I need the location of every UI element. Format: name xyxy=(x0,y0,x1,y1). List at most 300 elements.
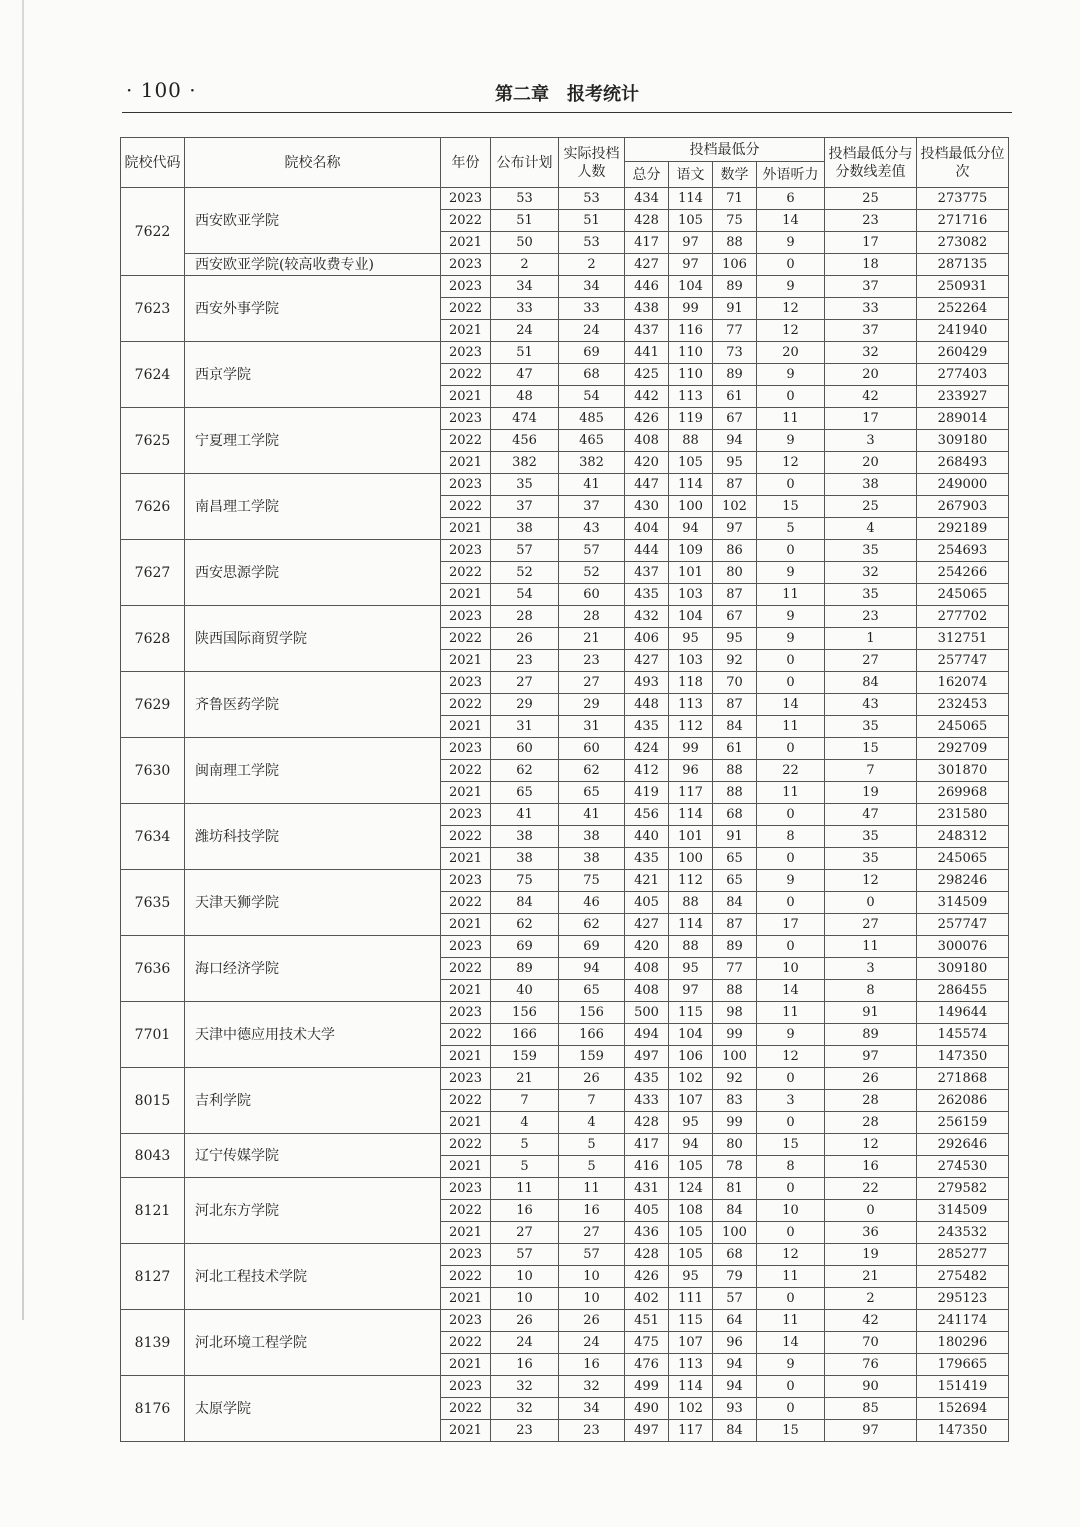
listening-cell: 0 xyxy=(757,848,825,870)
total-cell: 446 xyxy=(625,276,669,298)
listening-cell: 10 xyxy=(757,1200,825,1222)
diff-cell: 23 xyxy=(825,606,917,628)
rank-cell: 180296 xyxy=(917,1332,1009,1354)
actual-cell: 37 xyxy=(559,496,625,518)
listening-cell: 0 xyxy=(757,892,825,914)
table-row xyxy=(121,276,1009,298)
total-cell: 430 xyxy=(625,496,669,518)
rank-cell: 279582 xyxy=(917,1178,1009,1200)
school-code-cell: 7623 xyxy=(121,276,185,342)
year-cell: 2021 xyxy=(441,980,491,1002)
diff-cell: 32 xyxy=(825,562,917,584)
total-cell: 499 xyxy=(625,1376,669,1398)
diff-cell: 4 xyxy=(825,518,917,540)
math-cell: 73 xyxy=(713,342,757,364)
plan-cell: 24 xyxy=(491,1332,559,1354)
chinese-cell: 106 xyxy=(669,1046,713,1068)
listening-cell: 9 xyxy=(757,628,825,650)
chinese-cell: 94 xyxy=(669,1134,713,1156)
math-cell: 91 xyxy=(713,298,757,320)
plan-cell: 5 xyxy=(491,1156,559,1178)
rank-cell: 292189 xyxy=(917,518,1009,540)
chinese-cell: 88 xyxy=(669,892,713,914)
plan-cell: 382 xyxy=(491,452,559,474)
math-cell: 92 xyxy=(713,1068,757,1090)
listening-cell: 11 xyxy=(757,782,825,804)
school-code-cell: 7636 xyxy=(121,936,185,1002)
listening-cell: 12 xyxy=(757,452,825,474)
school-code-cell: 7630 xyxy=(121,738,185,804)
year-cell: 2023 xyxy=(441,1002,491,1024)
year-cell: 2021 xyxy=(441,518,491,540)
chapter-title: 第二章 报考统计 xyxy=(495,84,639,105)
year-cell: 2021 xyxy=(441,584,491,606)
chinese-cell: 105 xyxy=(669,1156,713,1178)
actual-cell: 65 xyxy=(559,782,625,804)
chinese-cell: 124 xyxy=(669,1178,713,1200)
actual-cell: 4 xyxy=(559,1112,625,1134)
total-cell: 426 xyxy=(625,1266,669,1288)
total-cell: 416 xyxy=(625,1156,669,1178)
actual-cell: 10 xyxy=(559,1266,625,1288)
year-cell: 2022 xyxy=(441,496,491,518)
school-name-cell: 西京学院 xyxy=(185,342,441,408)
actual-cell: 69 xyxy=(559,936,625,958)
rank-cell: 260429 xyxy=(917,342,1009,364)
listening-cell: 14 xyxy=(757,1332,825,1354)
listening-cell: 12 xyxy=(757,320,825,342)
math-cell: 98 xyxy=(713,1002,757,1024)
school-name-cell: 陕西国际商贸学院 xyxy=(185,606,441,672)
actual-cell: 382 xyxy=(559,452,625,474)
rank-cell: 257747 xyxy=(917,914,1009,936)
plan-cell: 51 xyxy=(491,342,559,364)
listening-cell: 9 xyxy=(757,430,825,452)
school-name-cell: 闽南理工学院 xyxy=(185,738,441,804)
diff-cell: 90 xyxy=(825,1376,917,1398)
actual-cell: 38 xyxy=(559,848,625,870)
chinese-cell: 105 xyxy=(669,210,713,232)
header-listening: 外语听力 xyxy=(757,162,825,188)
rank-cell: 314509 xyxy=(917,1200,1009,1222)
listening-cell: 0 xyxy=(757,1178,825,1200)
math-cell: 84 xyxy=(713,1200,757,1222)
chinese-cell: 99 xyxy=(669,298,713,320)
listening-cell: 0 xyxy=(757,650,825,672)
school-name-cell: 西安思源学院 xyxy=(185,540,441,606)
header-plan: 公布计划 xyxy=(491,138,559,188)
total-cell: 435 xyxy=(625,584,669,606)
actual-cell: 31 xyxy=(559,716,625,738)
table-row xyxy=(121,738,1009,760)
actual-cell: 57 xyxy=(559,540,625,562)
listening-cell: 0 xyxy=(757,1288,825,1310)
math-cell: 87 xyxy=(713,694,757,716)
year-cell: 2022 xyxy=(441,1200,491,1222)
rank-cell: 285277 xyxy=(917,1244,1009,1266)
chinese-cell: 114 xyxy=(669,914,713,936)
header-rank: 投档最低分位次 xyxy=(917,138,1009,188)
listening-cell: 0 xyxy=(757,1376,825,1398)
rank-cell: 275482 xyxy=(917,1266,1009,1288)
year-cell: 2022 xyxy=(441,1332,491,1354)
diff-cell: 18 xyxy=(825,254,917,276)
year-cell: 2023 xyxy=(441,342,491,364)
school-code-cell: 8127 xyxy=(121,1244,185,1310)
page-number: · 100 · xyxy=(126,78,197,102)
rank-cell: 245065 xyxy=(917,848,1009,870)
chinese-cell: 103 xyxy=(669,584,713,606)
plan-cell: 48 xyxy=(491,386,559,408)
chinese-cell: 94 xyxy=(669,518,713,540)
school-code-cell: 7634 xyxy=(121,804,185,870)
rank-cell: 273775 xyxy=(917,188,1009,210)
school-name-cell: 宁夏理工学院 xyxy=(185,408,441,474)
math-cell: 88 xyxy=(713,760,757,782)
actual-cell: 16 xyxy=(559,1200,625,1222)
actual-cell: 26 xyxy=(559,1068,625,1090)
actual-cell: 33 xyxy=(559,298,625,320)
diff-cell: 20 xyxy=(825,364,917,386)
year-cell: 2022 xyxy=(441,1266,491,1288)
year-cell: 2023 xyxy=(441,804,491,826)
plan-cell: 21 xyxy=(491,1068,559,1090)
diff-cell: 97 xyxy=(825,1420,917,1442)
year-cell: 2023 xyxy=(441,1178,491,1200)
plan-cell: 35 xyxy=(491,474,559,496)
year-cell: 2022 xyxy=(441,364,491,386)
rank-cell: 254693 xyxy=(917,540,1009,562)
listening-cell: 0 xyxy=(757,1112,825,1134)
plan-cell: 10 xyxy=(491,1266,559,1288)
total-cell: 493 xyxy=(625,672,669,694)
actual-cell: 27 xyxy=(559,1222,625,1244)
plan-cell: 5 xyxy=(491,1134,559,1156)
table-row xyxy=(121,1002,1009,1024)
plan-cell: 53 xyxy=(491,188,559,210)
chinese-cell: 117 xyxy=(669,1420,713,1442)
diff-cell: 35 xyxy=(825,848,917,870)
listening-cell: 20 xyxy=(757,342,825,364)
total-cell: 417 xyxy=(625,232,669,254)
actual-cell: 166 xyxy=(559,1024,625,1046)
total-cell: 404 xyxy=(625,518,669,540)
rank-cell: 269968 xyxy=(917,782,1009,804)
rank-cell: 147350 xyxy=(917,1046,1009,1068)
actual-cell: 11 xyxy=(559,1178,625,1200)
listening-cell: 0 xyxy=(757,386,825,408)
math-cell: 99 xyxy=(713,1024,757,1046)
listening-cell: 22 xyxy=(757,760,825,782)
rank-cell: 314509 xyxy=(917,892,1009,914)
admission-table xyxy=(120,137,1009,1442)
rank-cell: 286455 xyxy=(917,980,1009,1002)
math-cell: 89 xyxy=(713,276,757,298)
math-cell: 99 xyxy=(713,1112,757,1134)
math-cell: 87 xyxy=(713,474,757,496)
chinese-cell: 97 xyxy=(669,232,713,254)
math-cell: 65 xyxy=(713,870,757,892)
rank-cell: 267903 xyxy=(917,496,1009,518)
actual-cell: 54 xyxy=(559,386,625,408)
chinese-cell: 116 xyxy=(669,320,713,342)
rank-cell: 248312 xyxy=(917,826,1009,848)
total-cell: 431 xyxy=(625,1178,669,1200)
chinese-cell: 100 xyxy=(669,848,713,870)
diff-cell: 36 xyxy=(825,1222,917,1244)
actual-cell: 41 xyxy=(559,474,625,496)
diff-cell: 43 xyxy=(825,694,917,716)
rank-cell: 312751 xyxy=(917,628,1009,650)
actual-cell: 38 xyxy=(559,826,625,848)
school-code-cell: 7625 xyxy=(121,408,185,474)
listening-cell: 0 xyxy=(757,1222,825,1244)
actual-cell: 27 xyxy=(559,672,625,694)
total-cell: 420 xyxy=(625,936,669,958)
year-cell: 2022 xyxy=(441,430,491,452)
total-cell: 490 xyxy=(625,1398,669,1420)
math-cell: 102 xyxy=(713,496,757,518)
total-cell: 432 xyxy=(625,606,669,628)
listening-cell: 8 xyxy=(757,1156,825,1178)
total-cell: 424 xyxy=(625,738,669,760)
plan-cell: 31 xyxy=(491,716,559,738)
diff-cell: 22 xyxy=(825,1178,917,1200)
listening-cell: 0 xyxy=(757,474,825,496)
chinese-cell: 95 xyxy=(669,1112,713,1134)
school-name-cell: 西安欧亚学院(较高收费专业) xyxy=(185,254,441,276)
plan-cell: 54 xyxy=(491,584,559,606)
table-row xyxy=(121,474,1009,496)
plan-cell: 50 xyxy=(491,232,559,254)
rank-cell: 292709 xyxy=(917,738,1009,760)
binding-edge xyxy=(22,0,24,1320)
school-code-cell: 7629 xyxy=(121,672,185,738)
chinese-cell: 88 xyxy=(669,936,713,958)
total-cell: 440 xyxy=(625,826,669,848)
plan-cell: 57 xyxy=(491,1244,559,1266)
listening-cell: 5 xyxy=(757,518,825,540)
math-cell: 91 xyxy=(713,826,757,848)
total-cell: 441 xyxy=(625,342,669,364)
diff-cell: 7 xyxy=(825,760,917,782)
rank-cell: 179665 xyxy=(917,1354,1009,1376)
rank-cell: 250931 xyxy=(917,276,1009,298)
rank-cell: 300076 xyxy=(917,936,1009,958)
actual-cell: 68 xyxy=(559,364,625,386)
diff-cell: 17 xyxy=(825,232,917,254)
listening-cell: 14 xyxy=(757,980,825,1002)
total-cell: 425 xyxy=(625,364,669,386)
total-cell: 408 xyxy=(625,980,669,1002)
chinese-cell: 117 xyxy=(669,782,713,804)
header-diff: 投档最低分与分数线差值 xyxy=(825,138,917,188)
chinese-cell: 97 xyxy=(669,254,713,276)
total-cell: 451 xyxy=(625,1310,669,1332)
listening-cell: 3 xyxy=(757,1090,825,1112)
chinese-cell: 101 xyxy=(669,562,713,584)
actual-cell: 159 xyxy=(559,1046,625,1068)
diff-cell: 76 xyxy=(825,1354,917,1376)
diff-cell: 32 xyxy=(825,342,917,364)
rank-cell: 277702 xyxy=(917,606,1009,628)
rank-cell: 292646 xyxy=(917,1134,1009,1156)
diff-cell: 27 xyxy=(825,914,917,936)
listening-cell: 0 xyxy=(757,1398,825,1420)
school-code-cell: 7626 xyxy=(121,474,185,540)
chinese-cell: 95 xyxy=(669,1266,713,1288)
rank-cell: 277403 xyxy=(917,364,1009,386)
rank-cell: 298246 xyxy=(917,870,1009,892)
year-cell: 2023 xyxy=(441,1244,491,1266)
listening-cell: 0 xyxy=(757,804,825,826)
diff-cell: 37 xyxy=(825,276,917,298)
math-cell: 88 xyxy=(713,782,757,804)
math-cell: 96 xyxy=(713,1332,757,1354)
plan-cell: 7 xyxy=(491,1090,559,1112)
listening-cell: 12 xyxy=(757,1244,825,1266)
plan-cell: 57 xyxy=(491,540,559,562)
rank-cell: 145574 xyxy=(917,1024,1009,1046)
diff-cell: 17 xyxy=(825,408,917,430)
actual-cell: 41 xyxy=(559,804,625,826)
rank-cell: 233927 xyxy=(917,386,1009,408)
chinese-cell: 112 xyxy=(669,716,713,738)
plan-cell: 37 xyxy=(491,496,559,518)
math-cell: 61 xyxy=(713,738,757,760)
year-cell: 2022 xyxy=(441,298,491,320)
listening-cell: 15 xyxy=(757,1134,825,1156)
school-name-cell: 天津中德应用技术大学 xyxy=(185,1002,441,1068)
diff-cell: 3 xyxy=(825,958,917,980)
chinese-cell: 105 xyxy=(669,452,713,474)
rank-cell: 241940 xyxy=(917,320,1009,342)
year-cell: 2021 xyxy=(441,452,491,474)
plan-cell: 38 xyxy=(491,826,559,848)
chinese-cell: 110 xyxy=(669,342,713,364)
table-row xyxy=(121,870,1009,892)
total-cell: 447 xyxy=(625,474,669,496)
actual-cell: 65 xyxy=(559,980,625,1002)
chinese-cell: 114 xyxy=(669,188,713,210)
actual-cell: 53 xyxy=(559,188,625,210)
diff-cell: 37 xyxy=(825,320,917,342)
listening-cell: 11 xyxy=(757,1266,825,1288)
chinese-cell: 104 xyxy=(669,276,713,298)
diff-cell: 42 xyxy=(825,386,917,408)
actual-cell: 62 xyxy=(559,760,625,782)
math-cell: 79 xyxy=(713,1266,757,1288)
year-cell: 2021 xyxy=(441,1288,491,1310)
math-cell: 77 xyxy=(713,320,757,342)
rank-cell: 301870 xyxy=(917,760,1009,782)
plan-cell: 62 xyxy=(491,760,559,782)
rank-cell: 149644 xyxy=(917,1002,1009,1024)
year-cell: 2023 xyxy=(441,254,491,276)
plan-cell: 32 xyxy=(491,1376,559,1398)
year-cell: 2023 xyxy=(441,276,491,298)
table-row xyxy=(121,1244,1009,1266)
chinese-cell: 107 xyxy=(669,1090,713,1112)
chinese-cell: 96 xyxy=(669,760,713,782)
math-cell: 64 xyxy=(713,1310,757,1332)
listening-cell: 0 xyxy=(757,738,825,760)
rank-cell: 162074 xyxy=(917,672,1009,694)
total-cell: 406 xyxy=(625,628,669,650)
actual-cell: 62 xyxy=(559,914,625,936)
total-cell: 500 xyxy=(625,1002,669,1024)
year-cell: 2022 xyxy=(441,1090,491,1112)
year-cell: 2023 xyxy=(441,936,491,958)
math-cell: 89 xyxy=(713,364,757,386)
total-cell: 408 xyxy=(625,430,669,452)
total-cell: 428 xyxy=(625,1244,669,1266)
year-cell: 2023 xyxy=(441,474,491,496)
chinese-cell: 114 xyxy=(669,804,713,826)
rank-cell: 271868 xyxy=(917,1068,1009,1090)
chinese-cell: 100 xyxy=(669,496,713,518)
listening-cell: 14 xyxy=(757,694,825,716)
math-cell: 84 xyxy=(713,1420,757,1442)
year-cell: 2021 xyxy=(441,848,491,870)
total-cell: 475 xyxy=(625,1332,669,1354)
listening-cell: 0 xyxy=(757,936,825,958)
rank-cell: 271716 xyxy=(917,210,1009,232)
diff-cell: 38 xyxy=(825,474,917,496)
plan-cell: 10 xyxy=(491,1288,559,1310)
actual-cell: 465 xyxy=(559,430,625,452)
plan-cell: 23 xyxy=(491,1420,559,1442)
actual-cell: 53 xyxy=(559,232,625,254)
listening-cell: 9 xyxy=(757,606,825,628)
listening-cell: 12 xyxy=(757,298,825,320)
math-cell: 70 xyxy=(713,672,757,694)
year-cell: 2022 xyxy=(441,958,491,980)
year-cell: 2021 xyxy=(441,1046,491,1068)
table-row xyxy=(121,1376,1009,1398)
school-code-cell: 7701 xyxy=(121,1002,185,1068)
year-cell: 2022 xyxy=(441,628,491,650)
chinese-cell: 118 xyxy=(669,672,713,694)
table-row xyxy=(121,606,1009,628)
total-cell: 442 xyxy=(625,386,669,408)
actual-cell: 23 xyxy=(559,650,625,672)
header-actual: 实际投档人数 xyxy=(559,138,625,188)
school-code-cell: 8121 xyxy=(121,1178,185,1244)
chinese-cell: 111 xyxy=(669,1288,713,1310)
year-cell: 2023 xyxy=(441,408,491,430)
math-cell: 93 xyxy=(713,1398,757,1420)
year-cell: 2021 xyxy=(441,1420,491,1442)
table-row xyxy=(121,1068,1009,1090)
table-row xyxy=(121,540,1009,562)
school-name-cell: 齐鲁医药学院 xyxy=(185,672,441,738)
diff-cell: 84 xyxy=(825,672,917,694)
plan-cell: 40 xyxy=(491,980,559,1002)
total-cell: 402 xyxy=(625,1288,669,1310)
math-cell: 80 xyxy=(713,1134,757,1156)
total-cell: 426 xyxy=(625,408,669,430)
actual-cell: 485 xyxy=(559,408,625,430)
year-cell: 2021 xyxy=(441,1156,491,1178)
year-cell: 2022 xyxy=(441,760,491,782)
rank-cell: 249000 xyxy=(917,474,1009,496)
plan-cell: 84 xyxy=(491,892,559,914)
chinese-cell: 88 xyxy=(669,430,713,452)
rank-cell: 295123 xyxy=(917,1288,1009,1310)
diff-cell: 97 xyxy=(825,1046,917,1068)
chinese-cell: 108 xyxy=(669,1200,713,1222)
